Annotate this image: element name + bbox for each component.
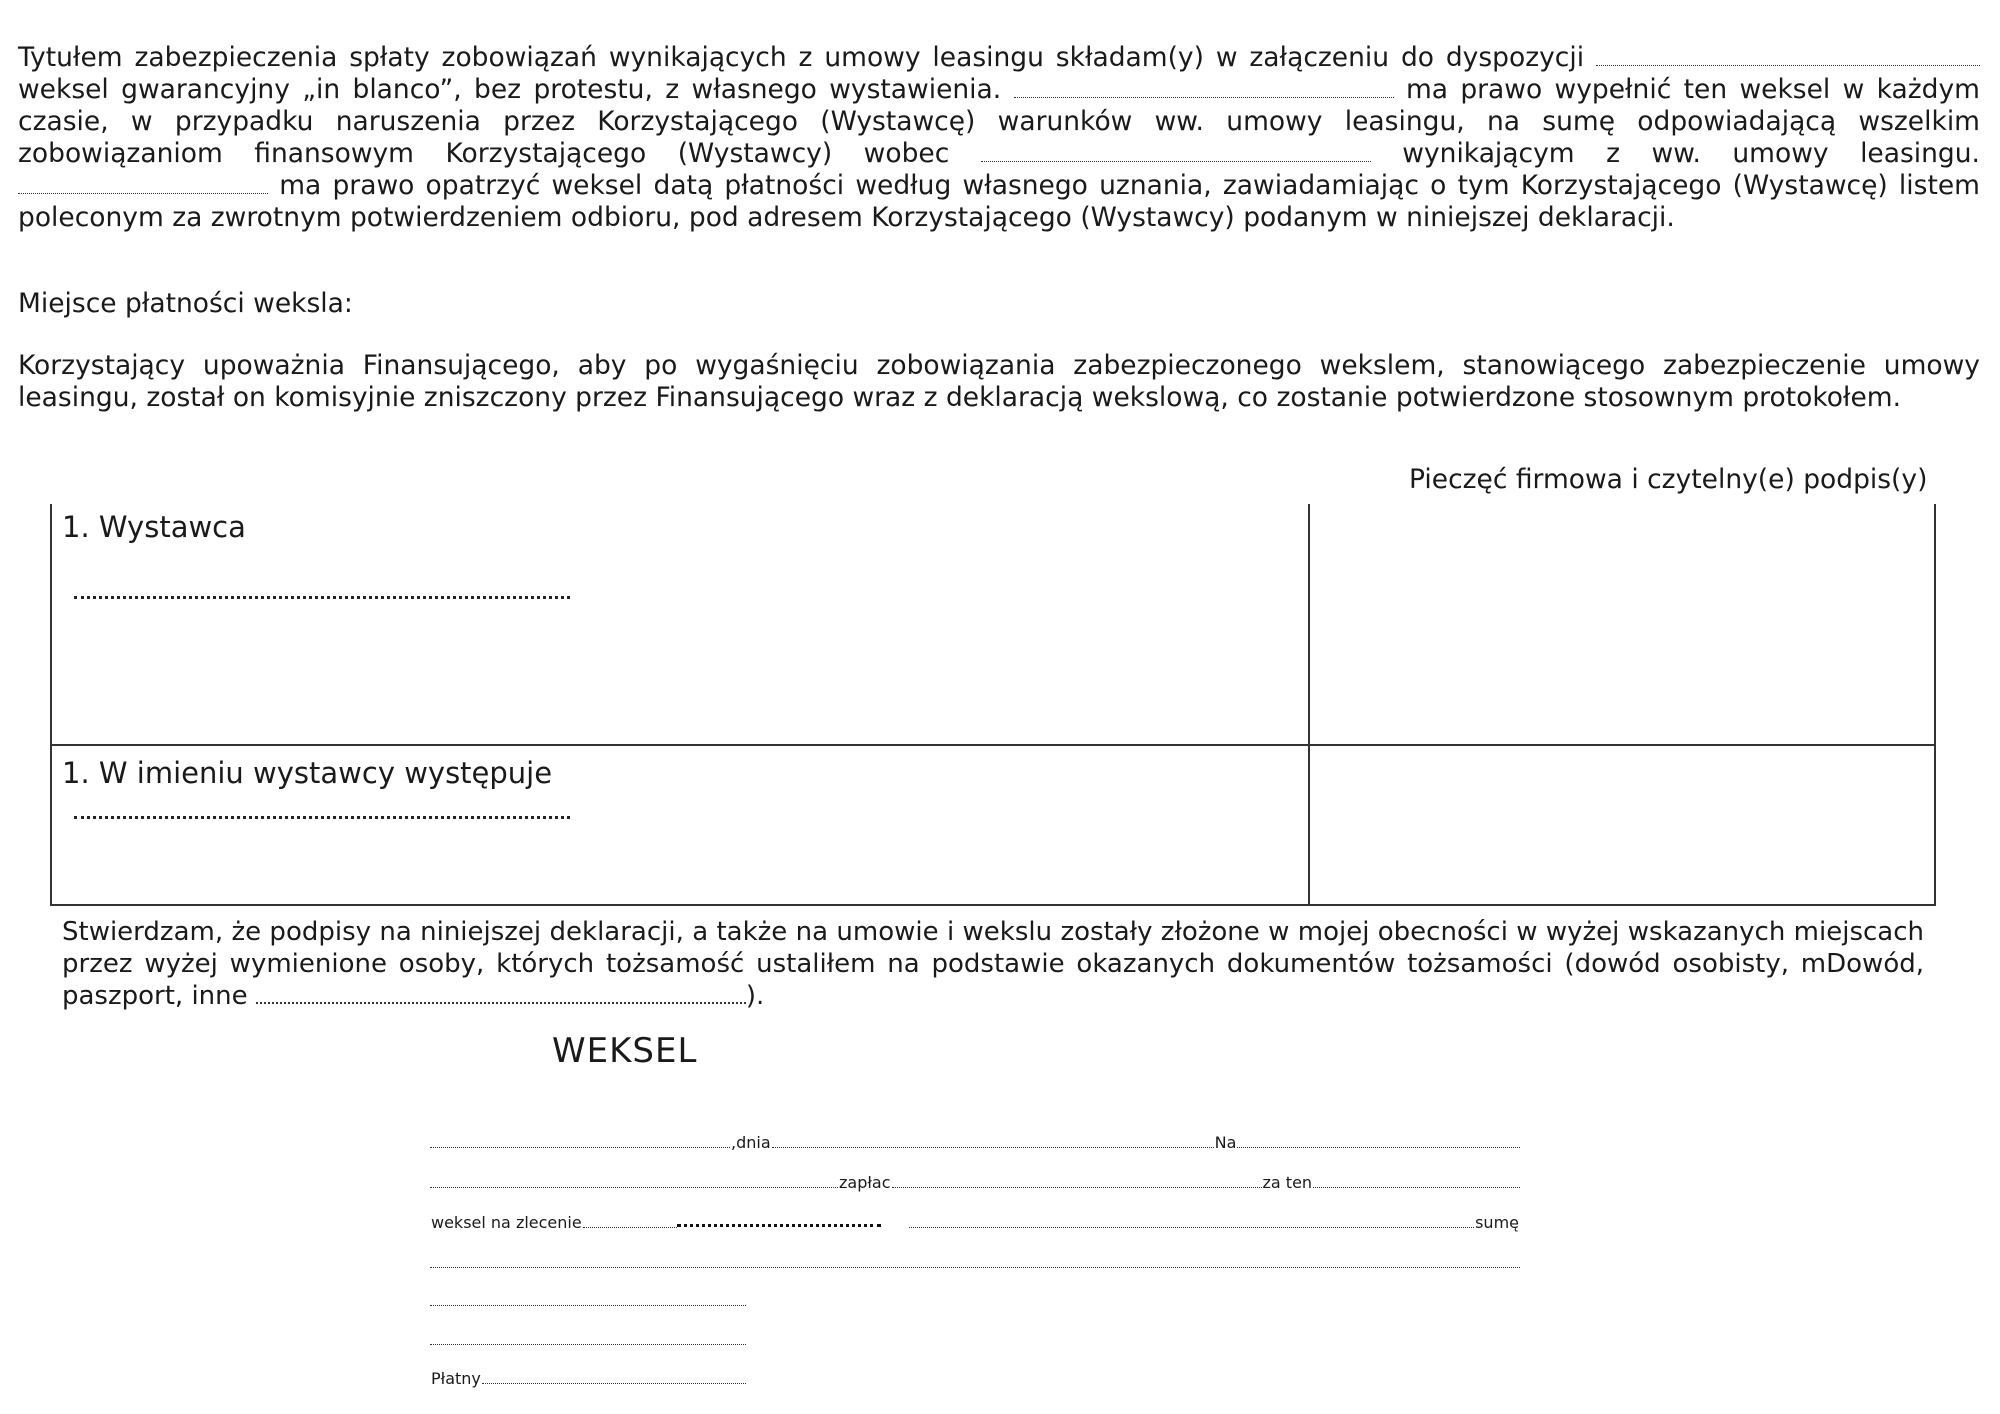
weksel-line-order — [430, 1208, 1520, 1232]
declaration-paragraph — [18, 42, 1980, 234]
weksel-line-5 — [430, 1286, 746, 1310]
sum-words-field[interactable] — [909, 1227, 1474, 1228]
certification-paragraph — [62, 916, 1924, 1012]
beneficiary-field-4[interactable] — [18, 173, 268, 194]
weksel-line-sum-continued — [430, 1248, 1520, 1272]
certification-closing: ). — [745, 981, 765, 1011]
beneficiary-field-3[interactable] — [981, 141, 1371, 162]
beneficiary-field-2[interactable] — [1014, 77, 1394, 98]
representative-signature-cell[interactable] — [1310, 746, 1934, 904]
order-label: weksel na zlecenie — [431, 1213, 582, 1232]
signature-header: Pieczęć firmowa i czytelny(e) podpis(y) — [1409, 464, 1928, 495]
due-date-field[interactable] — [430, 1187, 838, 1188]
issuer-label: 1. Wystawca — [62, 510, 246, 544]
weksel-line-place-date — [430, 1128, 1520, 1152]
weksel-line-payable — [430, 1364, 746, 1388]
date-field[interactable] — [772, 1147, 1214, 1148]
representative-name-field[interactable] — [74, 816, 570, 819]
pay-label: zapłac — [839, 1173, 891, 1192]
issuer-signature-cell[interactable] — [1310, 504, 1934, 744]
amount-label: Na — [1214, 1133, 1237, 1152]
representative-label: 1. W imieniu wystawcy występuje — [62, 756, 553, 790]
amount-field[interactable] — [1237, 1147, 1520, 1148]
declaration-text-4: wynikającym z ww. umowy leasingu. — [1402, 138, 1980, 169]
for-this-field[interactable] — [1313, 1187, 1520, 1188]
order-field[interactable] — [583, 1227, 677, 1228]
weksel-line-6 — [430, 1325, 746, 1349]
other-document-field[interactable] — [256, 984, 746, 1004]
certification-text: Stwierdzam, że podpisy na niniejszej deklaracji, a także na umowie i wekslu zostały złożone w mojej obecności w wyżej wskazanych miejscach przez wyżej wymienione osoby, których tożsamość ustaliłem na podstawie okazanych dokumentów tożsamości (dowód osobisty, mDowód, paszport, inne — [62, 917, 1924, 1011]
issuer-data-field-1[interactable] — [430, 1305, 746, 1306]
declaration-text-2: weksel gwarancyjny „in blanco”, bez protestu, z własnego wystawienia. — [18, 74, 1002, 105]
weksel-title: WEKSEL — [552, 1031, 698, 1071]
payment-place-label: Miejsce płatności weksla: — [18, 288, 353, 319]
place-field[interactable] — [430, 1147, 730, 1148]
signature-table — [50, 504, 1936, 906]
weksel-line-pay — [430, 1168, 1520, 1192]
order-field-bold[interactable] — [677, 1224, 881, 1227]
sum-label: sumę — [1475, 1213, 1519, 1232]
declaration-text-5: ma prawo opatrzyć weksel datą płatności według własnego uznania, zawiadamiając o tym Korzystającego (Wystawcę) listem poleconym za zwrotnym potwierdzeniem odbioru, pod adresem Korzystającego (Wystawcy) podanym w niniejszej deklaracji. — [18, 170, 1980, 233]
sum-continued-field[interactable] — [430, 1267, 1520, 1268]
issuer-name-field[interactable] — [74, 596, 570, 599]
payment-terms-field[interactable] — [892, 1187, 1262, 1188]
destruction-clause: Korzystający upoważnia Finansującego, aby po wygaśnięciu zobowiązania zabezpieczonego wekslem, stanowiącego zabezpieczenie umowy leasingu, został on komisyjnie zniszczony przez Finansującego wraz z deklaracją wekslową, co zostanie potwierdzone stosownym protokołem. — [18, 350, 1980, 413]
payable-label: Płatny — [431, 1369, 481, 1388]
for-this-label: za ten — [1262, 1173, 1313, 1192]
declaration-text-3: ma prawo wypełnić ten weksel w każdym czasie, w przypadku naruszenia przez Korzystającego (Wystawcę) warunków ww. umowy leasingu, na sumę odpowiadającą wszelkim zobowiązaniom finansowym Korzystającego (Wystawcy) wobec — [18, 74, 1980, 169]
date-label: ,dnia — [731, 1133, 771, 1152]
payable-field[interactable] — [482, 1383, 746, 1384]
declaration-text-1: Tytułem zabezpieczenia spłaty zobowiązań wynikających z umowy leasingu składam(y) w załączeniu do dyspozycji — [18, 42, 1585, 73]
beneficiary-field-1[interactable] — [1596, 45, 1980, 66]
issuer-data-field-2[interactable] — [430, 1344, 746, 1345]
